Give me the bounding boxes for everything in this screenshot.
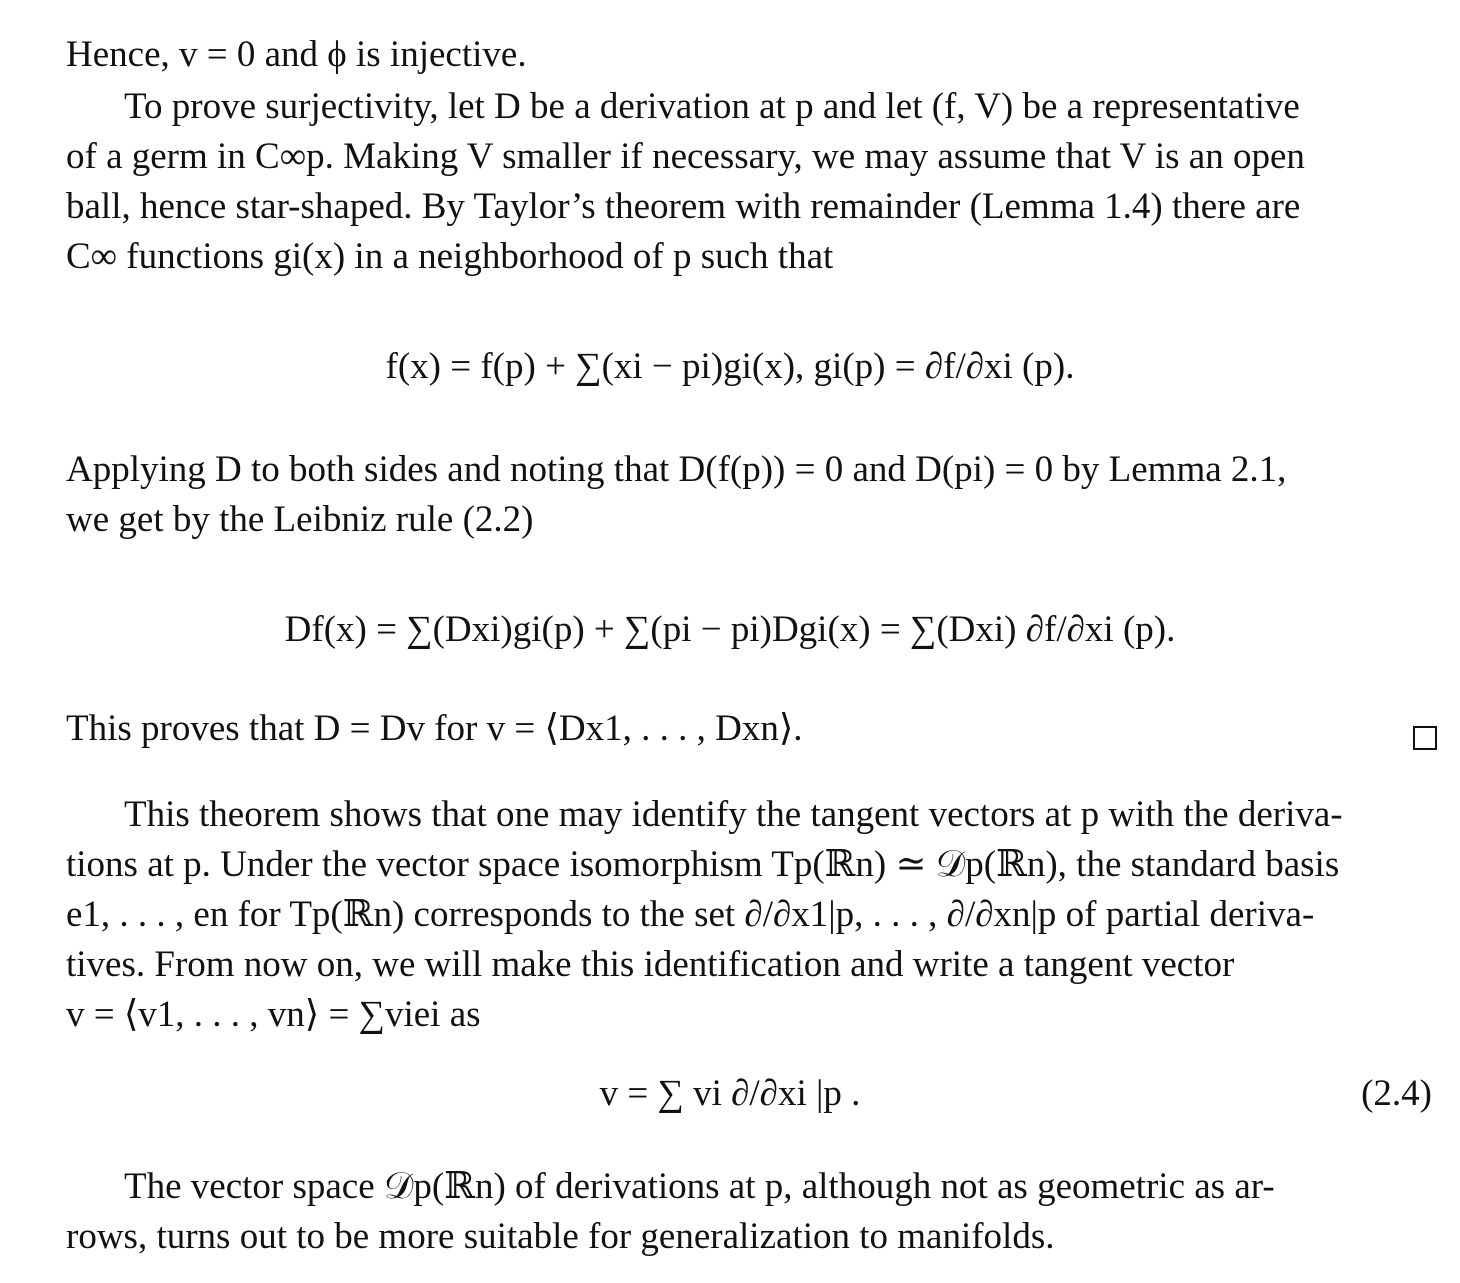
text-line: Applying D to both sides and noting that D(f(p)) = 0 and D(pi) = 0 by Lemma 2.1, (66, 449, 1287, 490)
paragraph-proof-conclusion (66, 704, 1440, 754)
paragraph-surjectivity (66, 82, 1440, 282)
text-line: This theorem shows that one may identify the tangent vectors at p with the deriva- (124, 794, 1343, 835)
text-line: v = ⟨v1, . . . , vn⟩ = ∑viei as (66, 994, 481, 1035)
equation-taylor: f(x) = f(p) + ∑(xi − pi)gi(x), gi(p) = ∂f/∂xi (p). (385, 346, 1075, 387)
text-line: rows, turns out to be more suitable for generalization to manifolds. (66, 1216, 1055, 1257)
paragraph-identification (66, 790, 1440, 1040)
text-line: Hence, v = 0 and ϕ is injective. (66, 34, 527, 75)
text-line: To prove surjectivity, let D be a derivation at p and let (f, V) be a representative (124, 86, 1300, 127)
text-line: tives. From now on, we will make this identification and write a tangent vector (66, 944, 1235, 985)
text-line: tions at p. Under the vector space isomorphism Tp(ℝn) ≃ 𝒟p(ℝn), the standard basis (66, 844, 1340, 885)
equation-leibniz: Df(x) = ∑(Dxi)gi(p) + ∑(pi − pi)Dgi(x) = ∑(Dxi) ∂f/∂xi (p). (284, 609, 1176, 650)
text-line: The vector space 𝒟p(ℝn) of derivations at p, although not as geometric as ar- (124, 1166, 1275, 1207)
text-line: This proves that D = Dv for v = ⟨Dx1, . . . , Dxn⟩. (66, 708, 803, 749)
text-line: e1, . . . , en for Tp(ℝn) corresponds to the set ∂/∂x1|p, . . . , ∂/∂xn|p of partial deriva- (66, 894, 1315, 935)
text-line: we get by the Leibniz rule (2.2) (66, 499, 534, 540)
paragraph-applying-d (66, 445, 1440, 545)
text-line: ball, hence star-shaped. By Taylor’s theorem with remainder (Lemma 1.4) there are (66, 186, 1301, 227)
paragraph-injective (66, 30, 1440, 80)
text-line: of a germ in C∞p. Making V smaller if necessary, we may assume that V is an open (66, 136, 1305, 177)
qed-box-icon (1413, 726, 1437, 750)
text-line: C∞ functions gi(x) in a neighborhood of p such that (66, 236, 834, 277)
equation-tangent-vector: v = ∑ vi ∂/∂xi |p . (599, 1073, 861, 1114)
paragraph-derivation-space (66, 1162, 1440, 1262)
equation-number: (2.4) (1361, 1073, 1432, 1114)
